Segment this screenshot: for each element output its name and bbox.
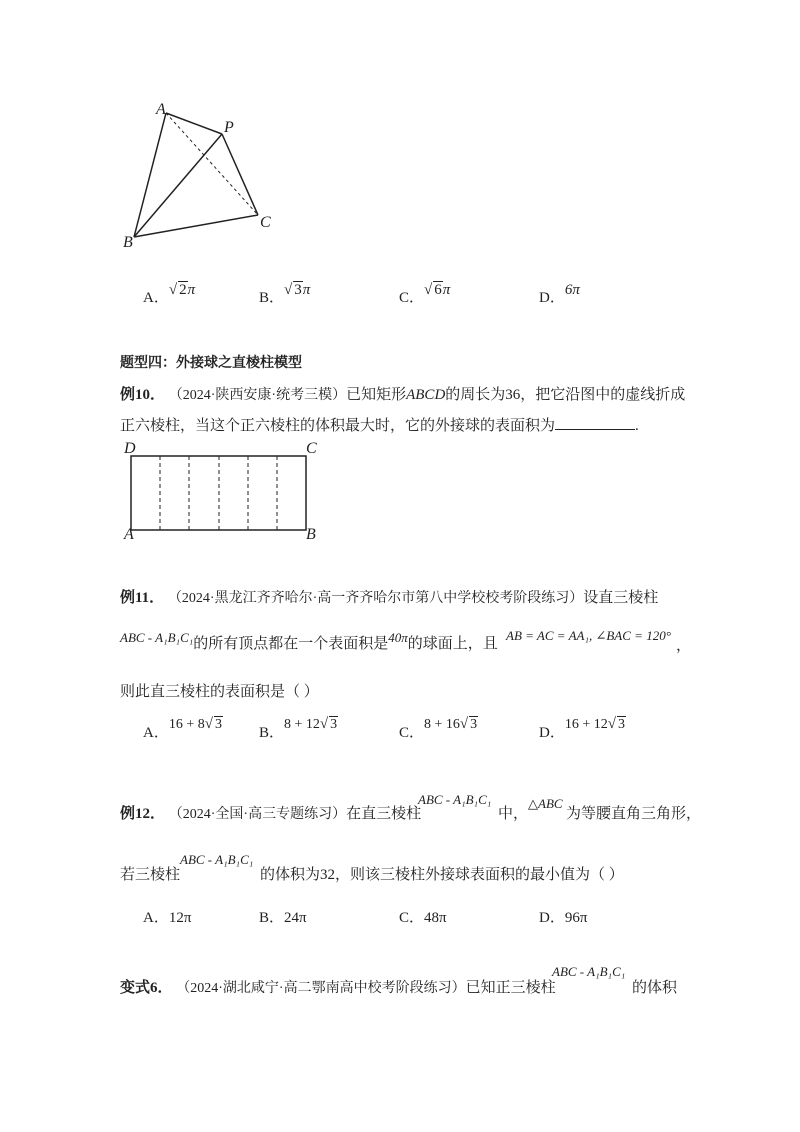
- option-12-a: [143, 906, 191, 927]
- option-tail: π: [302, 282, 311, 298]
- option-value: 24π: [284, 910, 307, 926]
- math-prism: ABC - A₁B₁C₁: [552, 964, 626, 979]
- math-triangle: △ABC: [528, 796, 563, 811]
- option-prev-a: [143, 278, 196, 306]
- option-prev-c: [399, 278, 451, 306]
- question-text: 的周长为36，把它沿图中的虚线折成: [445, 387, 686, 403]
- option-letter: A．: [143, 290, 169, 306]
- option-prefix: 8 + 12: [284, 717, 320, 732]
- sqrt-icon: √: [459, 716, 469, 732]
- option-tail: π: [187, 282, 196, 298]
- question-text: 的所有顶点都在一个表面积是: [193, 636, 389, 652]
- edge-ap: [166, 113, 222, 134]
- option-value: 6π: [564, 282, 580, 298]
- question-text: 设直三棱柱: [583, 590, 659, 606]
- option-value: 96π: [564, 910, 588, 926]
- example-10-line1: [120, 383, 685, 404]
- math-prism: ABC - A₁B₁C₁: [120, 630, 194, 645]
- variant-6-line1: [120, 976, 556, 997]
- option-radicand: 2: [179, 282, 187, 298]
- question-text: 已知正三棱柱: [465, 980, 556, 996]
- rectangle-figure: [0, 440, 800, 550]
- edge-pc: [222, 134, 258, 215]
- vertex-label-p: P: [224, 119, 234, 136]
- sqrt-icon: √: [319, 716, 329, 732]
- question-text: 的体积: [632, 980, 678, 996]
- option-letter: B．: [259, 725, 285, 741]
- sqrt-icon: √: [168, 282, 178, 298]
- option-prev-d: [539, 278, 580, 306]
- option-letter: C．: [399, 910, 425, 926]
- rect-label-d: D: [124, 440, 136, 457]
- rect-label-b: B: [306, 526, 316, 543]
- question-end: .: [635, 418, 639, 434]
- example-source: （2024·全国·高三专题练习）: [168, 807, 347, 822]
- example-label: 例11．: [120, 590, 165, 606]
- option-prev-b: [259, 278, 311, 306]
- option-radicand: 6: [434, 282, 442, 298]
- rect-label-a: A: [124, 526, 134, 543]
- math-prism: ABC - A₁B₁C₁: [418, 792, 492, 807]
- option-letter: B．: [259, 910, 285, 926]
- example-source: （2024·黑龙江齐齐哈尔·高一齐齐哈尔市第八中学校校考阶段练习）: [167, 591, 584, 606]
- vertex-label-a: A: [156, 101, 166, 118]
- section-heading: 题型四：外接球之直棱柱模型: [120, 355, 302, 371]
- tetrahedron-figure: [0, 0, 800, 260]
- option-value: 48π: [424, 910, 447, 926]
- option-prefix: 16 + 12: [564, 717, 608, 732]
- option-11-b: [259, 712, 338, 741]
- sqrt-icon: √: [204, 716, 213, 732]
- vertex-label-b: B: [123, 234, 133, 251]
- edge-ac-hidden: [166, 113, 258, 215]
- option-12-d: [539, 906, 587, 927]
- option-letter: D．: [539, 910, 565, 926]
- question-text: 已知矩形: [346, 387, 407, 403]
- option-radicand: 3: [470, 717, 478, 732]
- option-tail: π: [442, 282, 451, 298]
- option-value: 12π: [168, 910, 192, 926]
- option-letter: D．: [539, 290, 565, 306]
- math-abcd: ABCD: [406, 387, 446, 403]
- option-11-d: [539, 712, 626, 741]
- example-12-line2: [120, 863, 180, 884]
- comma: ，: [676, 638, 692, 654]
- question-text: 的体积为32，则该三棱柱外接球表面积的最小值为（ ）: [260, 867, 624, 883]
- question-text: 为等腰直角三角形，: [566, 806, 702, 822]
- example-11-line3: 则此直三棱柱的表面积是（ ）: [120, 684, 319, 700]
- option-letter: A．: [143, 725, 169, 741]
- example-11-line2: [120, 632, 498, 653]
- option-radicand: 3: [214, 717, 222, 732]
- math-area: 40π: [388, 630, 408, 645]
- option-radicand: 3: [617, 717, 625, 732]
- math-prism: ABC - A₁B₁C₁: [180, 852, 254, 867]
- example-label: 变式6．: [120, 980, 173, 996]
- question-text: 中，: [498, 806, 529, 822]
- sqrt-icon: √: [424, 282, 433, 298]
- edge-bc: [134, 215, 258, 237]
- sqrt-icon: √: [284, 282, 293, 298]
- question-text: 正六棱柱，当这个正六棱柱的体积最大时，它的外接球的表面积为: [120, 418, 556, 434]
- option-radicand: 3: [294, 282, 302, 298]
- question-text: 若三棱柱: [120, 867, 181, 883]
- option-11-c: [399, 712, 478, 741]
- example-source: （2024·湖北咸宁·高二鄂南高中校考阶段练习）: [176, 981, 466, 996]
- option-letter: A．: [143, 910, 169, 926]
- rect-label-c: C: [306, 440, 317, 457]
- example-11-line1: [120, 586, 658, 607]
- option-letter: C．: [399, 290, 425, 306]
- example-label: 例10．: [120, 387, 166, 403]
- option-letter: B．: [259, 290, 285, 306]
- example-label: 例12．: [120, 806, 166, 822]
- option-letter: D．: [539, 725, 565, 741]
- vertex-label-c: C: [260, 214, 271, 231]
- answer-blank[interactable]: [555, 415, 635, 430]
- option-12-c: [399, 906, 447, 927]
- option-11-a: [143, 712, 223, 741]
- option-prefix: 8 + 16: [424, 717, 460, 732]
- math-condition: AB = AC = AA₁, ∠BAC = 120°: [506, 628, 671, 643]
- option-radicand: 3: [330, 717, 338, 732]
- option-prefix: 16 + 8: [168, 717, 205, 732]
- option-12-b: [259, 906, 307, 927]
- question-text: 的球面上，且: [407, 636, 498, 652]
- option-letter: C．: [399, 725, 425, 741]
- sqrt-icon: √: [607, 716, 616, 732]
- question-text: 在直三棱柱: [346, 806, 422, 822]
- example-source: （2024·陕西安康·统考三模）: [168, 388, 347, 403]
- example-10-line2: [120, 414, 639, 435]
- example-12-line1: [120, 802, 421, 823]
